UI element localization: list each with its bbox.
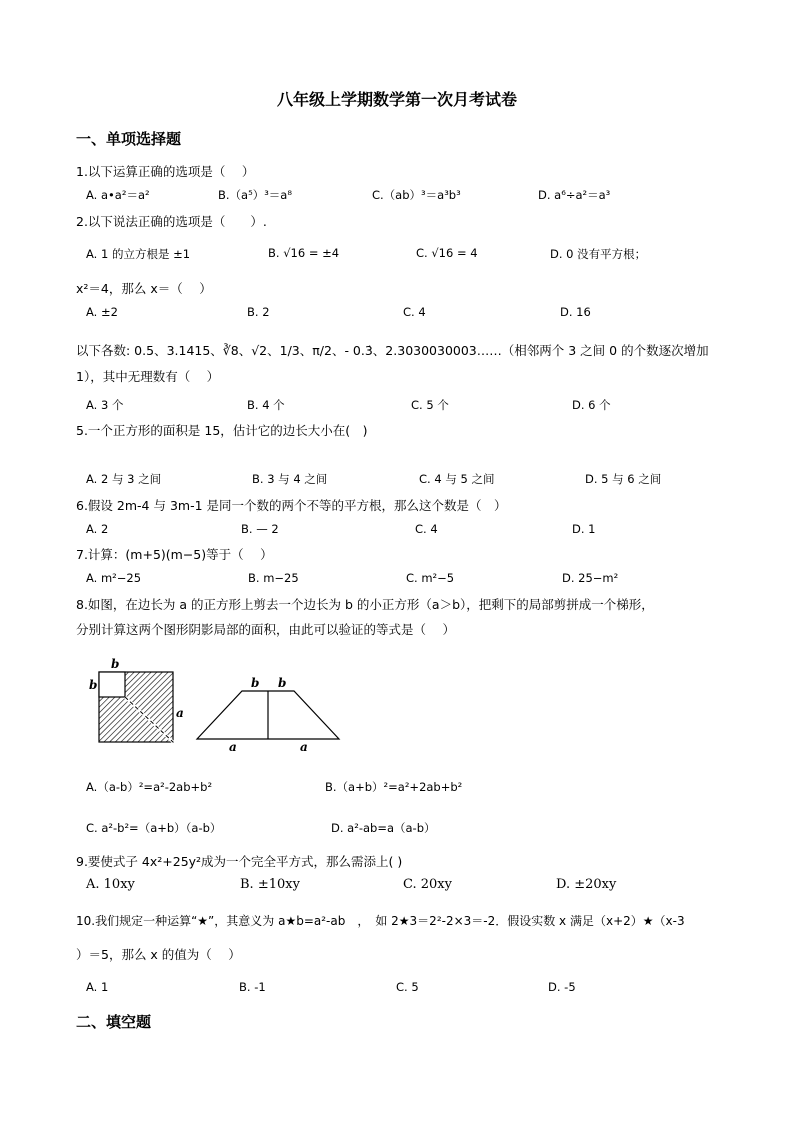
label-a-trap-right: a	[300, 740, 308, 754]
question-4-option-b: B. 4 个	[247, 398, 285, 412]
question-6-option-c: C. 4	[415, 522, 438, 536]
question-10-stem-line-1: 10.我们规定一种运算“★”，其意义为 a★b=a²-ab ， 如 2★3＝2²-2×3＝-2．假设实数 x 满足（x+2）★（x-3	[76, 914, 685, 928]
page-title: 八年级上学期数学第一次月考试卷	[276, 90, 517, 109]
question-1-option-b: B.（a⁵）³＝a⁸	[218, 188, 292, 202]
question-5-stem: 5.一个正方形的面积是 15，估计它的边长大小在( )	[76, 423, 368, 438]
question-3-option-d: D. 16	[560, 305, 591, 319]
question-1-option-a: A. a•a²＝a²	[86, 188, 150, 202]
label-b-left: b	[89, 678, 98, 692]
question-9-stem: 9.要使式子 4x²+25y²成为一个完全平方式，那么需添上( )	[76, 854, 403, 869]
question-6-stem: 6.假设 2m-4 与 3m-1 是同一个数的两个不等的平方根，那么这个数是（ ）	[76, 498, 507, 513]
question-3-option-b: B. 2	[247, 305, 270, 319]
question-2-option-a: A. 1 的立方根是 ±1	[86, 247, 191, 261]
question-2-option-b: B. √16 = ±4	[268, 246, 340, 260]
label-b-trap-left: b	[251, 676, 260, 690]
question-1-option-c: C.（ab）³＝a³b³	[372, 188, 461, 202]
question-10-option-a: A. 1	[86, 980, 109, 994]
question-6-option-b: B. — 2	[241, 522, 279, 536]
question-8-option-c: C. a²-b²=（a+b）（a-b）	[86, 821, 222, 835]
question-8-option-a: A.（a-b）²=a²-2ab+b²	[86, 780, 213, 794]
question-6-option-a: A. 2	[86, 522, 109, 536]
question-7-option-b: B. m−25	[248, 571, 299, 585]
label-b-top: b	[111, 657, 120, 671]
question-3-option-c: C. 4	[403, 305, 426, 319]
question-9-option-b: B. ±10xy	[240, 877, 300, 892]
question-8-stem-line-2: 分别计算这两个图形阴影局部的面积，由此可以验证的等式是（ ）	[76, 622, 455, 637]
question-8-figure	[82, 656, 352, 756]
question-1-stem: 1.以下运算正确的选项是（ ）	[76, 164, 255, 179]
question-7-option-c: C. m²−5	[406, 571, 455, 585]
question-4-option-a: A. 3 个	[86, 398, 124, 412]
question-9-option-d: D. ±20xy	[556, 877, 617, 892]
question-8-stem-line-1: 8.如图，在边长为 a 的正方形上剪去一个边长为 b 的小正方形（a＞b），把剩下的局部剪拼成一个梯形，	[76, 597, 654, 612]
question-10-stem-line-2: ）＝5，那么 x 的值为（ ）	[76, 947, 241, 962]
question-2-option-c: C. √16 = 4	[416, 246, 478, 260]
question-3-option-a: A. ±2	[86, 305, 118, 319]
section-heading-choice: 一、单项选择题	[76, 130, 182, 148]
question-5-option-c: C. 4 与 5 之间	[419, 472, 495, 486]
question-9-option-a: A. 10xy	[86, 877, 135, 892]
question-4-stem: 以下各数: 0.5、3.1415、∛8、√2、1/3、π/2、- 0.3̇、2.3030030003……（相邻两个 3 之间 0 的个数逐次增加 1），其中无理数有（ ）	[76, 343, 709, 384]
section-heading-fill-in: 二、填空题	[76, 1013, 152, 1031]
question-6-option-d: D. 1	[572, 522, 596, 536]
question-7-stem: 7.计算：(m+5)(m−5)等于（ ）	[76, 547, 273, 562]
question-3-stem: x²＝4，那么 x＝（ ）	[76, 281, 212, 296]
question-1-option-d: D. a⁶÷a²＝a³	[538, 188, 611, 202]
question-4-option-c: C. 5 个	[411, 398, 449, 412]
label-a-trap-left: a	[229, 740, 237, 754]
question-8-option-b: B.（a+b）²=a²+2ab+b²	[325, 780, 463, 794]
question-8-option-d: D. a²-ab=a（a-b）	[331, 821, 436, 835]
question-2-stem: 2.以下说法正确的选项是（ ）.	[76, 214, 267, 229]
question-5-option-b: B. 3 与 4 之间	[252, 472, 328, 486]
question-5-option-d: D. 5 与 6 之间	[585, 472, 662, 486]
label-b-trap-right: b	[278, 676, 287, 690]
question-10-option-c: C. 5	[396, 980, 419, 994]
question-5-option-a: A. 2 与 3 之间	[86, 472, 162, 486]
question-2-option-d: D. 0 没有平方根；	[550, 247, 647, 261]
question-10-option-b: B. -1	[239, 980, 266, 994]
label-a-right: a	[176, 706, 184, 720]
small-square-cut	[99, 672, 125, 697]
question-9-option-c: C. 20xy	[403, 877, 452, 892]
question-7-option-d: D. 25−m²	[562, 571, 619, 585]
question-4-option-d: D. 6 个	[572, 398, 611, 412]
question-10-option-d: D. -5	[548, 980, 576, 994]
question-7-option-a: A. m²−25	[86, 571, 142, 585]
